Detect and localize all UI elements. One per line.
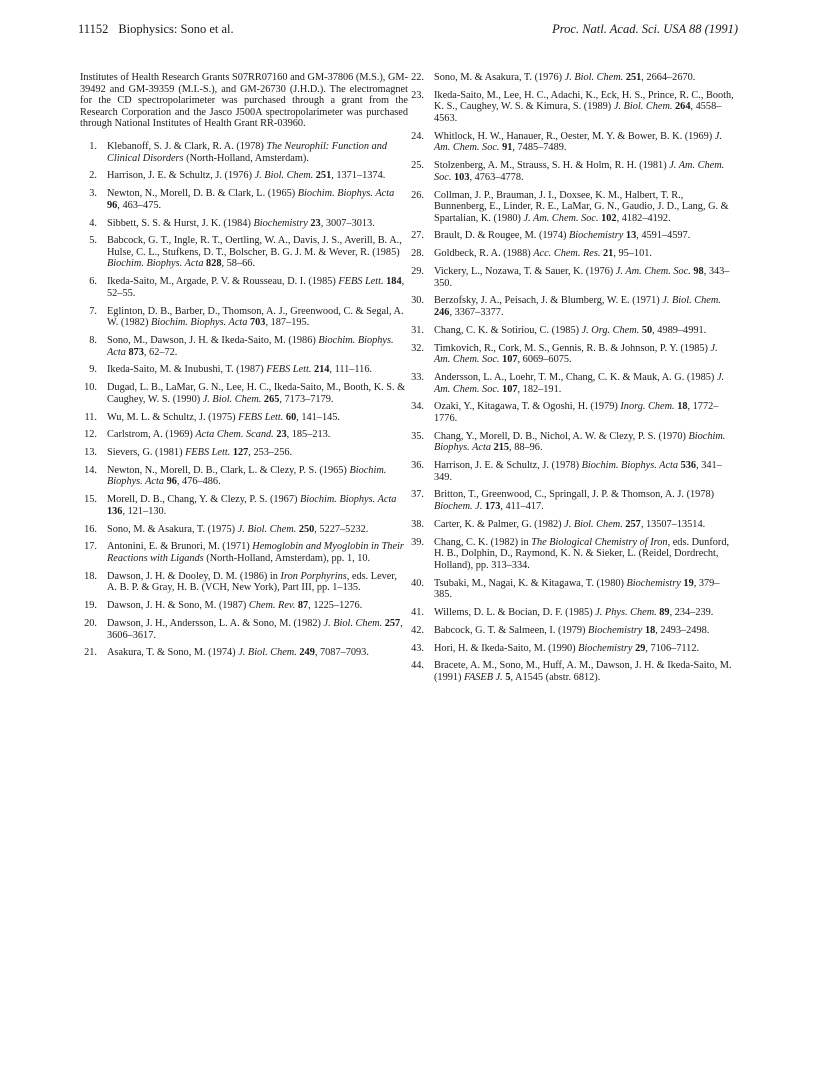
reference-text: Dawson, J. H., Andersson, L. A. & Sono, M. (1982): [107, 617, 324, 629]
reference-source: The Biological Chemistry of Iron: [531, 536, 668, 548]
reference-source: J. Biol. Chem.: [613, 101, 673, 113]
reference-volume: 13: [625, 230, 637, 242]
reference-number: 12.: [84, 429, 97, 441]
reference-number: 3.: [89, 188, 97, 200]
reference-volume: 873: [128, 346, 144, 358]
reference-volume: 60: [285, 411, 297, 423]
reference-item: [407, 72, 735, 84]
reference-item: [407, 401, 735, 424]
reference-text: , 4763–4778.: [469, 171, 524, 183]
reference-text: Ikeda-Saito, M. & Inubushi, T. (1987): [107, 364, 267, 376]
reference-text: , 379–385.: [434, 577, 720, 601]
reference-text: Wu, M. L. & Schultz, J. (1975): [107, 411, 239, 423]
reference-source: J. Am. Chem. Soc.: [523, 212, 599, 224]
reference-text: , 234–239.: [669, 606, 714, 618]
reference-number: 42.: [411, 624, 424, 636]
reference-source: Biochim. Biophys. Acta: [107, 258, 204, 270]
reference-text: Dawson, J. H. & Dooley, D. M. (1986) in: [107, 570, 281, 582]
reference-text: Newton, N., Morell, D. B., Clark, L. & Clezy, P. S. (1965): [107, 464, 350, 476]
reference-text: Dawson, J. H. & Sono, M. (1987): [107, 600, 249, 612]
reference-number: 30.: [411, 295, 424, 307]
reference-text: , 13507–13514.: [640, 518, 706, 530]
reference-source: Biochem. J.: [434, 501, 483, 513]
reference-text: Sono, M. & Asakura, T. (1976): [434, 72, 565, 83]
reference-text: Berzofsky, J. A., Peisach, J. & Blumberg, W. E. (1971): [434, 295, 663, 307]
reference-text: Hori, H. & Ikeda-Saito, M. (1990): [434, 642, 579, 654]
reference-text: Tsubaki, M., Nagai, K. & Kitagawa, T. (1980): [434, 577, 627, 589]
reference-number: 33.: [411, 371, 424, 383]
reference-text: Willems, D. L. & Bocian, D. F. (1985): [434, 606, 596, 618]
reference-text: Eglinton, D. B., Barber, D., Thomson, A. J., Greenwood, C. & Segal, A. W. (1982): [107, 305, 404, 329]
header-left: [78, 22, 234, 37]
reference-number: 17.: [84, 541, 97, 553]
reference-item: [407, 578, 735, 601]
reference-number: 43.: [411, 642, 424, 654]
section-title: Biophysics: Sono et al.: [118, 22, 234, 36]
reference-text: Vickery, L., Nozawa, T. & Sauer, K. (1976): [434, 266, 616, 278]
reference-item: [407, 295, 735, 318]
reference-text: , eds. Dunford, H. B., Dolphin, D., Raymond, K. N. & Sieker, L. (Reidel, Dordrecht, Holland), pp. 313–334.: [434, 536, 730, 571]
reference-volume: 265: [263, 393, 280, 405]
reference-volume: 23: [310, 217, 321, 229]
reference-text: Goldbeck, R. A. (1988): [434, 248, 534, 260]
reference-item: [80, 412, 408, 424]
reference-volume: 264: [675, 101, 691, 113]
reference-text: , 411–417.: [500, 501, 544, 513]
reference-text: , 463–475.: [117, 199, 162, 211]
reference-volume: 257: [625, 518, 641, 530]
reference-number: 4.: [89, 217, 97, 229]
reference-source: Biochemistry: [569, 230, 624, 242]
reference-volume: 103: [454, 171, 470, 183]
reference-number: 22.: [411, 72, 424, 83]
reference-source: J. Biol. Chem.: [564, 518, 623, 530]
reference-source: Biochim. Biophys. Acta: [107, 335, 394, 358]
reference-item: [80, 647, 408, 659]
reference-text: , 185–213.: [286, 429, 331, 441]
reference-volume: 214: [313, 364, 330, 376]
left-column: [80, 72, 408, 665]
reference-text: , 1371–1374.: [331, 170, 386, 182]
reference-text: Antonini, E. & Brunori, M. (1971): [107, 541, 253, 553]
reference-item: [80, 235, 408, 270]
reference-number: 13.: [84, 447, 97, 459]
reference-source: J. Biol. Chem.: [237, 523, 297, 535]
reference-text: , 187–195.: [265, 317, 310, 329]
reference-source: J. Biol. Chem.: [323, 617, 383, 629]
reference-item: [80, 465, 408, 488]
reference-item: [80, 494, 408, 517]
reference-text: Sono, M., Dawson, J. H. & Ikeda-Saito, M. (1986): [107, 335, 319, 346]
reference-source: Chem. Rev.: [248, 600, 296, 612]
reference-source: Biochim. Biophys. Acta: [581, 460, 679, 472]
reference-number: 39.: [411, 536, 424, 548]
reference-text: , 52–55.: [107, 276, 405, 299]
reference-text: , 5227–5232.: [314, 523, 369, 535]
reference-text: (North-Holland, Amsterdam).: [183, 152, 309, 164]
reference-volume: 250: [298, 523, 315, 535]
reference-item: [80, 335, 408, 358]
reference-item: [407, 343, 735, 366]
reference-volume: 5: [505, 671, 511, 683]
reference-source: J. Biol. Chem.: [238, 647, 297, 659]
reference-volume: 18: [644, 624, 656, 636]
reference-item: [80, 306, 408, 329]
reference-number: 8.: [89, 335, 97, 346]
reference-item: [407, 90, 735, 125]
reference-number: 18.: [84, 570, 97, 582]
reference-source: Inorg. Chem.: [620, 401, 675, 413]
reference-volume: 98: [693, 266, 704, 278]
reference-source: Hemoglobin and Myoglobin in Their Reactions with Ligands: [107, 541, 404, 564]
reference-source: J. Biol. Chem.: [254, 170, 314, 182]
reference-item: [407, 230, 735, 242]
running-header: [78, 22, 738, 42]
reference-volume: 215: [493, 442, 510, 454]
reference-text: Sono, M. & Asakura, T. (1975): [107, 523, 238, 535]
reference-volume: 91: [502, 142, 513, 154]
reference-item: [407, 248, 735, 260]
reference-text: Dugad, L. B., LaMar, G. N., Lee, H. C., Ikeda-Saito, M., Booth, K. S. & Caughey, W. S. (1990): [107, 382, 406, 405]
reference-source: Acc. Chem. Res.: [533, 248, 601, 260]
reference-number: 21.: [84, 647, 97, 659]
reference-volume: 173: [484, 501, 501, 513]
reference-item: [407, 625, 735, 637]
reference-source: FEBS Lett.: [266, 364, 312, 376]
reference-volume: 87: [297, 600, 309, 612]
reference-volume: 21: [603, 248, 614, 260]
reference-list-right: [407, 72, 735, 683]
reference-volume: 18: [677, 401, 688, 413]
reference-text: , 111–116.: [329, 364, 373, 376]
reference-text: , 3606–3617.: [107, 617, 403, 641]
reference-item: [80, 524, 408, 536]
right-column: [407, 72, 735, 690]
reference-number: 20.: [84, 617, 97, 629]
reference-volume: 102: [601, 212, 617, 224]
reference-source: J. Biol. Chem.: [564, 72, 624, 83]
reference-source: J. Org. Chem.: [581, 324, 640, 336]
reference-source: FASEB J.: [464, 671, 503, 683]
reference-text: , 3367–3377.: [449, 307, 504, 318]
reference-text: Klebanoff, S. J. & Clark, R. A. (1978): [107, 140, 267, 152]
reference-number: 41.: [411, 606, 424, 618]
reference-number: 16.: [84, 523, 97, 535]
reference-volume: 23: [276, 429, 287, 441]
reference-text: , 341–349.: [434, 460, 722, 483]
reference-text: , 476–486.: [176, 476, 221, 488]
reference-text: , A1545 (abstr. 6812).: [510, 671, 601, 683]
reference-number: 2.: [89, 170, 97, 182]
reference-source: Biochemistry: [578, 642, 633, 654]
reference-volume: 107: [502, 383, 518, 395]
reference-item: [80, 382, 408, 405]
reference-text: Morell, D. B., Chang, Y. & Clezy, P. S. (1967): [107, 494, 300, 506]
reference-number: 32.: [411, 342, 424, 354]
reference-item: [80, 571, 408, 594]
reference-source: J. Am. Chem. Soc.: [434, 160, 725, 183]
reference-item: [80, 600, 408, 612]
reference-item: [80, 541, 408, 564]
reference-source: Biochemistry: [626, 577, 681, 589]
reference-volume: 246: [434, 307, 450, 318]
reference-text: , 7106–7112.: [645, 642, 700, 654]
reference-text: , 6069–6075.: [517, 354, 572, 366]
reference-item: [407, 643, 735, 655]
reference-text: Whitlock, H. W., Hanauer, R., Oester, M. Y. & Bower, B. K. (1969): [434, 130, 715, 142]
reference-source: FEBS Lett.: [185, 447, 231, 459]
reference-volume: 19: [683, 577, 694, 589]
reference-volume: 96: [107, 199, 118, 211]
reference-source: J. Am. Chem. Soc.: [615, 266, 691, 278]
reference-item: [407, 190, 735, 225]
reference-item: [407, 431, 735, 454]
reference-text: Ozaki, Y., Kitagawa, T. & Ogoshi, H. (1979): [434, 401, 621, 413]
reference-number: 14.: [84, 464, 97, 476]
reference-text: Ikeda-Saito, M., Lee, H. C., Adachi, K., Eck, H. S., Prince, R. C., Booth, K. S., Caughey, W. S. & Kimura, S. (1989): [434, 89, 734, 113]
reference-volume: 96: [166, 476, 177, 488]
reference-text: Britton, T., Greenwood, C., Springall, J. P. & Thomson, A. J. (1978): [434, 489, 715, 501]
reference-item: [407, 266, 735, 289]
reference-text: , 58–66.: [221, 258, 255, 270]
reference-text: , 1772–1776.: [434, 401, 719, 424]
reference-source: Biochim. Biophys. Acta: [434, 430, 726, 454]
reference-text: , 121–130.: [122, 505, 167, 517]
reference-text: , 141–145.: [296, 411, 340, 423]
reference-item: [80, 364, 408, 376]
reference-text: , 182–191.: [517, 383, 562, 395]
reference-number: 36.: [411, 460, 424, 472]
reference-text: Sievers, G. (1981): [107, 447, 186, 459]
reference-source: The Neurophil: Function and Clinical Disorders: [107, 140, 388, 164]
reference-number: 11.: [84, 411, 97, 423]
reference-text: , 62–72.: [143, 346, 178, 358]
reference-source: Biochim. Biophys. Acta: [107, 464, 387, 488]
reference-text: , 7485–7489.: [512, 142, 567, 154]
reference-text: , 4989–4991.: [652, 324, 707, 336]
reference-text: Brault, D. & Rougee, M. (1974): [434, 230, 569, 242]
reference-text: Collman, J. P., Brauman, J. I., Doxsee, K. M., Halbert, T. R., Bunnenberg, E., Linder, R. E., LaMar, G. N., Gaudio, J. D., Lang, G. & Spartalian, K. (1980): [434, 189, 729, 224]
reference-text: (North-Holland, Amsterdam), pp. 1, 10.: [203, 553, 371, 564]
reference-volume: 107: [502, 354, 518, 366]
reference-text: Asakura, T. & Sono, M. (1974): [107, 647, 239, 659]
reference-list-left: [80, 141, 408, 659]
reference-source: FEBS Lett.: [338, 276, 384, 288]
reference-number: 5.: [89, 235, 97, 247]
journal-citation: Proc. Natl. Acad. Sci. USA 88 (1991): [552, 22, 738, 36]
reference-number: 35.: [411, 430, 424, 442]
reference-volume: 251: [625, 72, 642, 83]
reference-text: Chang, C. K. & Sotiriou, C. (1985): [434, 324, 582, 336]
reference-number: 28.: [411, 248, 424, 260]
reference-volume: 828: [206, 258, 222, 270]
reference-source: FEBS Lett.: [238, 411, 284, 423]
reference-text: Newton, N., Morell, D. B. & Clark, L. (1965): [107, 188, 298, 200]
reference-volume: 127: [232, 447, 249, 459]
reference-text: Sibbett, S. S. & Hurst, J. K. (1984): [107, 217, 254, 229]
reference-item: [80, 429, 408, 441]
reference-number: 24.: [411, 130, 424, 142]
reference-text: , eds. Lever, A. B. P. & Gray, H. B. (VCH, New York), Part III, pp. 1–135.: [107, 570, 397, 594]
reference-number: 9.: [89, 364, 97, 376]
reference-text: , 4558–4563.: [434, 101, 722, 124]
reference-volume: 29: [635, 642, 646, 654]
reference-text: , 3007–3013.: [320, 217, 375, 229]
reference-item: [80, 276, 408, 299]
reference-source: J. Biol. Chem.: [202, 393, 262, 405]
reference-number: 19.: [84, 600, 97, 612]
reference-item: [407, 460, 735, 483]
reference-source: Biochemistry: [253, 217, 308, 229]
reference-number: 37.: [411, 489, 424, 501]
reference-item: [80, 188, 408, 211]
reference-text: Carter, K. & Palmer, G. (1982): [434, 518, 565, 530]
reference-source: J. Am. Chem. Soc.: [434, 342, 718, 366]
reference-source: J. Phys. Chem.: [595, 606, 657, 618]
reference-item: [407, 160, 735, 183]
reference-volume: 184: [386, 276, 402, 288]
reference-item: [80, 447, 408, 459]
reference-source: Biochim. Biophys. Acta: [299, 494, 397, 506]
reference-text: , 7173–7179.: [279, 393, 334, 405]
reference-source: J. Biol. Chem.: [662, 295, 721, 307]
reference-text: , 2664–2670.: [641, 72, 696, 83]
reference-text: Babcock, G. T. & Salmeen, I. (1979): [434, 624, 589, 636]
reference-source: J. Am. Chem. Soc.: [434, 371, 725, 395]
reference-source: Acta Chem. Scand.: [195, 429, 274, 441]
reference-number: 29.: [411, 266, 424, 278]
reference-item: [407, 131, 735, 154]
reference-source: Biochim. Biophys. Acta: [297, 188, 395, 200]
reference-item: [407, 325, 735, 337]
reference-text: , 4182–4192.: [616, 212, 671, 224]
reference-text: , 1225–1276.: [308, 600, 363, 612]
reference-number: 6.: [89, 276, 97, 288]
reference-item: [80, 141, 408, 164]
reference-text: Harrison, J. E. & Schultz, J. (1978): [434, 460, 582, 472]
reference-text: Andersson, L. A., Loehr, T. M., Chang, C. K. & Mauk, A. G. (1985): [434, 371, 717, 383]
reference-number: 27.: [411, 230, 424, 242]
reference-volume: 703: [250, 317, 266, 329]
reference-number: 44.: [411, 660, 424, 672]
reference-number: 23.: [411, 89, 424, 101]
reference-source: Iron Porphyrins: [280, 570, 347, 582]
reference-text: , 343–350.: [434, 266, 730, 289]
reference-volume: 251: [315, 170, 332, 182]
reference-text: Chang, Y., Morell, D. B., Nichol, A. W. & Clezy, P. S. (1970): [434, 430, 689, 442]
reference-number: 31.: [411, 324, 424, 336]
reference-item: [407, 607, 735, 619]
reference-text: , 253–256.: [248, 447, 293, 459]
reference-item: [407, 660, 735, 683]
reference-item: [80, 170, 408, 182]
reference-number: 1.: [89, 140, 97, 152]
reference-number: 40.: [411, 577, 424, 589]
reference-text: , 88–96.: [509, 442, 543, 454]
reference-text: Babcock, G. T., Ingle, R. T., Oertling, W. A., Davis, J. S., Averill, B. A., Hulse, C. L., Stufkens, D. T., Bolscher, B. G. J. M. & Wever, R. (1985): [107, 235, 402, 258]
reference-volume: 249: [299, 647, 315, 659]
reference-volume: 89: [659, 606, 670, 618]
reference-item: [407, 519, 735, 531]
reference-source: Biochemistry: [588, 624, 643, 636]
reference-number: 34.: [411, 401, 424, 413]
reference-item: [80, 218, 408, 230]
reference-item: [407, 489, 735, 512]
reference-item: [407, 537, 735, 572]
reference-number: 10.: [84, 382, 97, 394]
reference-number: 25.: [411, 160, 424, 172]
reference-number: 38.: [411, 518, 424, 530]
reference-text: , 2493–2498.: [655, 624, 710, 636]
reference-volume: 536: [680, 460, 697, 472]
reference-source: Biochim. Biophys. Acta: [150, 317, 248, 329]
reference-text: Timkovich, R., Cork, M. S., Gennis, R. B. & Johnson, P. Y. (1985): [434, 342, 711, 354]
reference-volume: 136: [107, 505, 123, 517]
reference-text: Ikeda-Saito, M., Argade, P. V. & Rousseau, D. I. (1985): [107, 276, 339, 288]
reference-item: [80, 618, 408, 641]
reference-text: Carlstrom, A. (1969): [107, 429, 196, 441]
reference-source: J. Am. Chem. Soc.: [434, 130, 722, 154]
reference-number: 15.: [84, 494, 97, 506]
reference-volume: 50: [641, 324, 653, 336]
reference-text: Stolzenberg, A. M., Strauss, S. H. & Holm, R. H. (1981): [434, 160, 670, 172]
reference-item: [407, 372, 735, 395]
reference-volume: 257: [384, 617, 401, 629]
reference-text: Chang, C. K. (1982) in: [434, 536, 532, 548]
reference-text: , 7087–7093.: [314, 647, 369, 659]
acknowledgment-text: Institutes of Health Research Grants S07RR07160 and GM-37806 (M.S.), GM-39492 and GM-39359 (M.I.-S.), and GM-26730 (J.H.D.). The electromagnet for the CD spectropolarimeter was purchased through a grant from the Research Corporation and the Jasco J500A spectropolarimeter was purchased through National Institutes of Health Grant RR-03960.: [80, 72, 408, 130]
reference-number: 7.: [89, 305, 97, 317]
reference-text: Harrison, J. E. & Schultz, J. (1976): [107, 170, 255, 182]
reference-text: , 95–101.: [613, 248, 652, 260]
reference-number: 26.: [411, 189, 424, 201]
reference-text: Bracete, A. M., Sono, M., Huff, A. M., Dawson, J. H. & Ikeda-Saito, M. (1991): [434, 660, 732, 683]
reference-text: , 4591–4597.: [636, 230, 691, 242]
page-number: 11152: [78, 22, 109, 36]
